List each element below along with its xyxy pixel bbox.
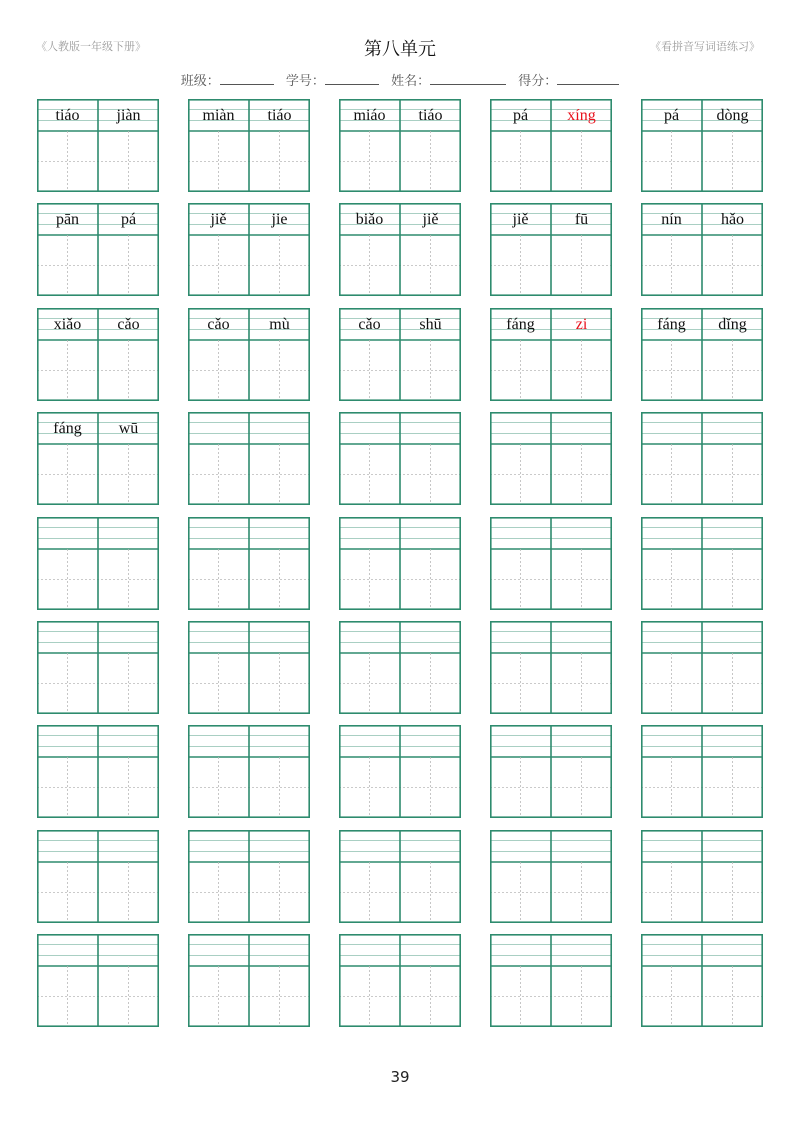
- pinyin-syllable: [551, 415, 612, 443]
- pinyin-syllable: [490, 937, 551, 965]
- pinyin-syllable: [702, 520, 763, 548]
- pinyin-syllable: fū: [574, 211, 589, 228]
- pinyin-syllable: [37, 937, 98, 965]
- pinyin-syllable: [98, 624, 159, 652]
- pinyin-syllable: [551, 728, 612, 756]
- pinyin-syllable: [188, 937, 249, 965]
- pinyin-syllable: [98, 520, 159, 548]
- pinyin-syllable: [551, 937, 612, 965]
- word-box[interactable]: [339, 725, 461, 818]
- word-box[interactable]: [37, 308, 159, 401]
- pinyin-syllable: fáng: [657, 316, 686, 333]
- pinyin-syllable: [339, 520, 400, 548]
- pinyin-syllable: jiě: [512, 211, 529, 228]
- pinyin-syllable: [400, 937, 461, 965]
- pinyin-syllable: [188, 624, 249, 652]
- word-box[interactable]: [339, 517, 461, 610]
- word-box[interactable]: [641, 412, 763, 505]
- pinyin-syllable: pān: [55, 211, 80, 228]
- pinyin-syllable: [339, 728, 400, 756]
- pinyin-syllable: miáo: [353, 107, 386, 124]
- score-label: 得分：: [518, 74, 558, 89]
- pinyin-syllable: [551, 624, 612, 652]
- word-box[interactable]: [188, 725, 310, 818]
- word-box[interactable]: [641, 830, 763, 923]
- pinyin-syllable: [339, 833, 400, 861]
- word-box[interactable]: [339, 934, 461, 1027]
- pinyin-syllable: [98, 937, 159, 965]
- pinyin-syllable: jie: [271, 211, 288, 228]
- word-box[interactable]: [188, 621, 310, 714]
- pinyin-syllable: pá: [512, 107, 529, 124]
- pinyin-syllable: zi: [575, 316, 588, 333]
- pinyin-syllable: wū: [118, 420, 139, 437]
- word-box[interactable]: [490, 412, 612, 505]
- pinyin-syllable: [400, 728, 461, 756]
- pinyin-syllable: jiě: [210, 211, 227, 228]
- worksheet-type-label: 《看拼音写词语练习》: [650, 40, 760, 53]
- page-title: 第八单元: [364, 39, 436, 60]
- pinyin-syllable: fáng: [53, 420, 82, 437]
- pinyin-syllable: [188, 415, 249, 443]
- pinyin-syllable: [641, 520, 702, 548]
- word-box[interactable]: [641, 517, 763, 610]
- pinyin-syllable: hǎo: [720, 211, 745, 228]
- word-box[interactable]: [641, 621, 763, 714]
- pinyin-syllable: tiáo: [267, 107, 292, 124]
- word-box[interactable]: [339, 203, 461, 296]
- pinyin-syllable: dòng: [716, 107, 749, 124]
- pinyin-syllable: [37, 728, 98, 756]
- pinyin-syllable: [188, 833, 249, 861]
- word-box[interactable]: [490, 725, 612, 818]
- pinyin-syllable: [98, 833, 159, 861]
- word-box[interactable]: [37, 203, 159, 296]
- pinyin-syllable: [490, 728, 551, 756]
- word-box[interactable]: [490, 203, 612, 296]
- word-box[interactable]: [490, 830, 612, 923]
- pinyin-syllable: [641, 833, 702, 861]
- word-box[interactable]: [37, 99, 159, 192]
- word-box[interactable]: [188, 830, 310, 923]
- pinyin-syllable: tiáo: [418, 107, 443, 124]
- word-box[interactable]: [37, 934, 159, 1027]
- pinyin-syllable: [641, 728, 702, 756]
- student-number-label: 学号：: [285, 74, 325, 89]
- pinyin-syllable: [98, 728, 159, 756]
- pinyin-syllable: [702, 624, 763, 652]
- pinyin-syllable: [400, 520, 461, 548]
- pinyin-syllable: dǐng: [718, 316, 747, 333]
- pinyin-syllable: [641, 415, 702, 443]
- pinyin-syllable: cǎo: [207, 316, 230, 333]
- pinyin-syllable: [702, 833, 763, 861]
- pinyin-syllable: [339, 415, 400, 443]
- word-box[interactable]: [37, 830, 159, 923]
- word-box[interactable]: [37, 412, 159, 505]
- textbook-edition-label: 《人教版一年级下册》: [36, 40, 146, 53]
- pinyin-syllable: [400, 624, 461, 652]
- word-box[interactable]: [339, 621, 461, 714]
- word-box[interactable]: [490, 621, 612, 714]
- pinyin-syllable: pá: [120, 211, 137, 228]
- pinyin-syllable: [188, 520, 249, 548]
- pinyin-syllable: fáng: [506, 316, 535, 333]
- word-box[interactable]: [490, 517, 612, 610]
- pinyin-syllable: [702, 937, 763, 965]
- pinyin-syllable: [490, 415, 551, 443]
- word-box[interactable]: [188, 934, 310, 1027]
- word-box[interactable]: [339, 99, 461, 192]
- pinyin-syllable: [490, 624, 551, 652]
- word-box[interactable]: [641, 308, 763, 401]
- pinyin-syllable: [702, 728, 763, 756]
- pinyin-syllable: [490, 520, 551, 548]
- pinyin-syllable: [37, 624, 98, 652]
- pinyin-syllable: [188, 728, 249, 756]
- word-box[interactable]: [641, 203, 763, 296]
- pinyin-syllable: [490, 833, 551, 861]
- word-box[interactable]: [339, 830, 461, 923]
- pinyin-syllable: xiǎo: [53, 316, 82, 333]
- word-box[interactable]: [37, 621, 159, 714]
- word-box[interactable]: [188, 203, 310, 296]
- pinyin-syllable: mù: [269, 316, 290, 333]
- pinyin-syllable: [641, 937, 702, 965]
- pinyin-syllable: cǎo: [358, 316, 381, 333]
- pinyin-syllable: [551, 520, 612, 548]
- pinyin-syllable: tiáo: [55, 107, 80, 124]
- page-number: 39: [390, 1068, 410, 1086]
- pinyin-syllable: [37, 833, 98, 861]
- word-box[interactable]: [188, 99, 310, 192]
- word-box[interactable]: [339, 412, 461, 505]
- word-box[interactable]: [490, 934, 612, 1027]
- pinyin-syllable: [339, 937, 400, 965]
- pinyin-syllable: xíng: [567, 107, 596, 124]
- word-box[interactable]: [188, 517, 310, 610]
- pinyin-syllable: [339, 624, 400, 652]
- pinyin-syllable: shū: [419, 316, 442, 333]
- pinyin-syllable: jiě: [422, 211, 439, 228]
- pinyin-syllable: [551, 833, 612, 861]
- pinyin-syllable: [400, 833, 461, 861]
- pinyin-syllable: [702, 415, 763, 443]
- name-label: 姓名：: [391, 74, 431, 89]
- pinyin-syllable: [249, 624, 310, 652]
- pinyin-syllable: [249, 833, 310, 861]
- word-box[interactable]: [641, 934, 763, 1027]
- word-box[interactable]: [490, 99, 612, 192]
- pinyin-syllable: [641, 624, 702, 652]
- word-box[interactable]: [339, 308, 461, 401]
- pinyin-syllable: jiàn: [116, 107, 141, 124]
- word-box[interactable]: [641, 99, 763, 192]
- pinyin-syllable: cǎo: [117, 316, 140, 333]
- pinyin-syllable: [249, 937, 310, 965]
- pinyin-syllable: pá: [663, 107, 680, 124]
- word-box[interactable]: [37, 725, 159, 818]
- pinyin-syllable: [249, 415, 310, 443]
- pinyin-syllable: [37, 520, 98, 548]
- word-box[interactable]: [490, 308, 612, 401]
- pinyin-syllable: miàn: [202, 107, 235, 124]
- word-box[interactable]: [641, 725, 763, 818]
- word-box[interactable]: [37, 517, 159, 610]
- pinyin-syllable: [249, 520, 310, 548]
- pinyin-syllable: biǎo: [355, 211, 384, 228]
- word-box[interactable]: [188, 308, 310, 401]
- class-label: 班级：: [180, 74, 220, 89]
- word-box[interactable]: [188, 412, 310, 505]
- pinyin-syllable: nín: [661, 211, 682, 228]
- pinyin-syllable: [400, 415, 461, 443]
- pinyin-syllable: [249, 728, 310, 756]
